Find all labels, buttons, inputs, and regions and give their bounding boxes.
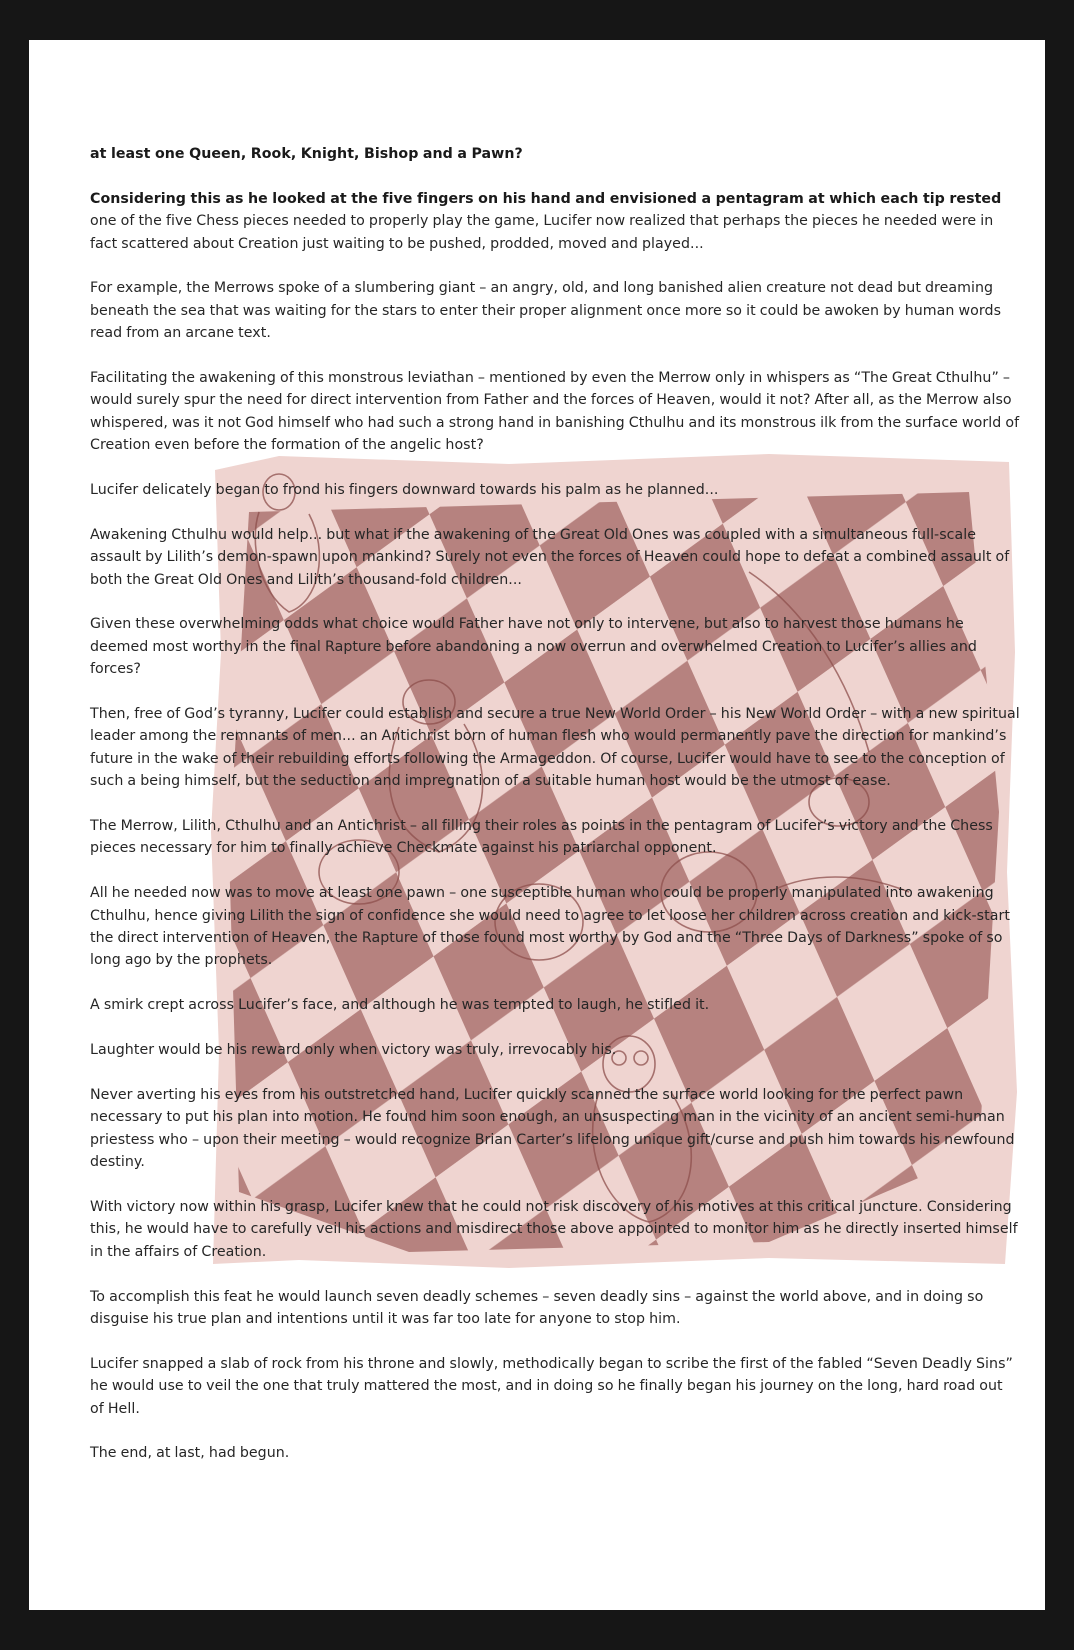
paragraph	[90, 1039, 1020, 1061]
paragraph	[90, 1353, 1020, 1420]
paragraph	[90, 994, 1020, 1016]
paragraph-text: Lucifer snapped a slab of rock from his throne and slowly, methodically began to scribe the first of the fabled “Seven Deadly Sins” he would use to veil the one that truly mattered the most, and in doing so he finally began his journey on the long, hard road out of Hell.	[90, 1355, 1013, 1417]
paragraph	[90, 367, 1020, 457]
paragraph	[90, 882, 1020, 972]
paragraph	[90, 1286, 1020, 1331]
paragraph-text: Lucifer delicately began to frond his fingers downward towards his palm as he planned...	[90, 482, 719, 499]
paragraph-text: For example, the Merrows spoke of a slumbering giant – an angry, old, and long banished alien creature not dead but dreaming beneath the sea that was waiting for the stars to enter their proper alignment once more so it could be awoken by human words read from an arcane text.	[90, 280, 1002, 342]
comic-page	[29, 40, 1045, 1610]
paragraph-emphasis: Considering this as he looked at the five fingers on his hand and envisioned a pentagram at which each tip rested	[90, 190, 1002, 207]
paragraph	[90, 613, 1020, 680]
paragraph	[90, 143, 1020, 165]
paragraph-text: Never averting his eyes from his outstretched hand, Lucifer quickly scanned the surface world looking for the perfect pawn necessary to put his plan into motion. He found him soon enough, an unsuspecting man in the vicinity of an ancient semi-human priestess who – upon their meeting – would recognize Brian Carter’s lifelong unique gift/curse and push him towards his newfound destiny.	[90, 1086, 1015, 1171]
paragraph-text: The end, at last, had begun.	[90, 1445, 290, 1462]
paragraph-text: one of the five Chess pieces needed to properly play the game, Lucifer now realized that perhaps the pieces he needed were in fact scattered about Creation just waiting to be pushed, prodded, moved and played...	[90, 213, 994, 252]
paragraph-text: Facilitating the awakening of this monstrous leviathan – mentioned by even the Merrow only in whispers as “The Great Cthulhu” – would surely spur the need for direct intervention from Father and the forces of Heaven, would it not? After all, as the Merrow also whispered, was it not God himself who had such a strong hand in banishing Cthulhu and its monstrous ilk from the surface world of Creation even before the formation of the angelic host?	[90, 370, 1020, 454]
paragraph-text: at least one Queen, Rook, Knight, Bishop and a Pawn?	[90, 146, 523, 162]
paragraph-text: With victory now within his grasp, Lucifer knew that he could not risk discovery of his motives at this critical juncture. Considering this, he would have to carefully veil his actions and misdirect those above appointed to monitor him as he directly inserted himself in the affairs of Creation.	[90, 1198, 1018, 1260]
paragraph	[90, 1442, 1020, 1464]
paragraph-text: Awakening Cthulhu would help... but what if the awakening of the Great Old Ones was coupled with a simultaneous full-scale assault by Lilith’s demon-spawn upon mankind? Surely not even the forces of Heaven could hope to defeat a combined assault of both the Great Old Ones and Lilith’s thousand-fold children...	[90, 526, 1010, 588]
paragraph	[90, 815, 1020, 860]
paragraph-text: Then, free of God’s tyranny, Lucifer could establish and secure a true New World Order – his New World Order – with a new spiritual leader among the remnants of men... an Antichrist born of human flesh who would permanently pave the direction for mankind’s future in the wake of their rebuilding efforts following the Armageddon. Of course, Lucifer would have to see to the conception of such a being himself, but the seduction and impregnation of a suitable human host would be the utmost of ease.	[90, 706, 1020, 790]
paragraph	[90, 479, 1020, 501]
story-text	[90, 143, 1020, 1487]
paragraph-text: To accomplish this feat he would launch seven deadly schemes – seven deadly sins – against the world above, and in doing so disguise his true plan and intentions until it was far too late for anyone to stop him.	[90, 1288, 984, 1327]
paragraph-text: A smirk crept across Lucifer’s face, and although he was tempted to laugh, he stifled it.	[90, 997, 710, 1014]
paragraph	[90, 277, 1020, 344]
paragraph	[90, 1084, 1020, 1174]
paragraph-text: Given these overwhelming odds what choice would Father have not only to intervene, but also to harvest those humans he deemed most worthy in the final Rapture before abandoning a now overrun and overwhelmed Creation to Lucifer’s allies and forces?	[90, 616, 977, 678]
paragraph	[90, 524, 1020, 591]
paragraph-text: The Merrow, Lilith, Cthulhu and an Antichrist – all filling their roles as points in the pentagram of Lucifer’s victory and the Chess pieces necessary for him to finally achieve Checkmate against his patriarchal opponent.	[90, 818, 993, 857]
paragraph	[90, 188, 1020, 255]
paragraph	[90, 1196, 1020, 1263]
paragraph-text: All he needed now was to move at least one pawn – one susceptible human who could be properly manipulated into awakening Cthulhu, hence giving Lilith the sign of confidence she would need to agree to let loose her children across creation and kick-start the direct intervention of Heaven, the Rapture of those found most worthy by God and the “Three Days of Darkness” spoke of so long ago by the prophets.	[90, 885, 1010, 969]
paragraph	[90, 703, 1020, 793]
paragraph-text: Laughter would be his reward only when victory was truly, irrevocably his.	[90, 1042, 617, 1059]
